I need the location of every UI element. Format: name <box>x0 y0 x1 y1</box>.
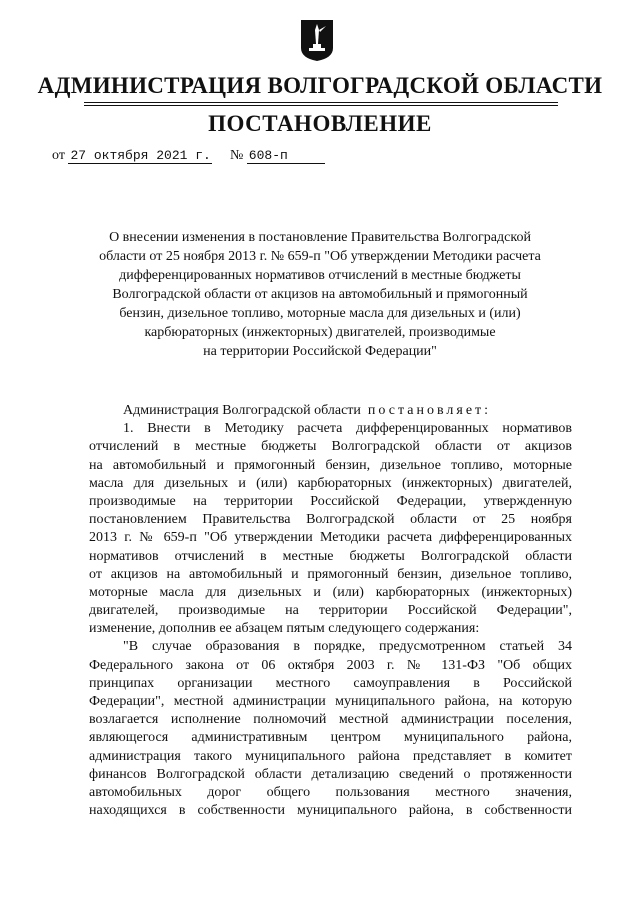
organization-name: АДМИНИСТРАЦИЯ ВОЛГОГРАДСКОЙ ОБЛАСТИ <box>37 73 603 98</box>
paragraph-1-line: постановлением Правительства Волгоградской области от 25 ноября <box>89 512 572 528</box>
quoted-paragraph-line: администрация такого муниципального района представляет в комитет <box>89 748 572 764</box>
paragraph-1-line: производимые на территории Российской Федерации, утвержденную <box>89 493 572 509</box>
document-type: ПОСТАНОВЛЕНИЕ <box>208 111 432 136</box>
dateline <box>52 148 325 164</box>
quoted-paragraph-line: являющегося административным центром муниципального района, <box>89 730 572 746</box>
quoted-paragraph-line: находящихся в собственности муниципального района, в собственности <box>89 803 572 819</box>
title-line: О внесении изменения в постановление Правительства Волгоградской <box>109 230 531 245</box>
date-from-label: от <box>52 148 65 163</box>
paragraph-1-line: масла для дизельных и (или) карбюраторных (инжекторных) двигателей, <box>89 475 572 491</box>
quoted-paragraph-line: Федерации", местной администрации муниципального района, на которую <box>89 694 572 709</box>
quoted-paragraph-line: "В случае образования в порядке, предусмотренном статьей 34 <box>123 639 572 655</box>
preamble-verb: постановляет: <box>367 403 492 418</box>
paragraph-1-line: двигателей, производимые на территории Российской Федерации", <box>89 603 572 619</box>
title-line: карбюраторных (инжекторных) двигателей, производимые <box>144 325 496 340</box>
document-body <box>89 402 572 820</box>
header-rule <box>84 102 558 103</box>
quoted-paragraph-line: принципах организации местного самоуправления в Российской <box>89 675 572 691</box>
paragraph-1-line: нормативов отчислений в местные бюджеты Волгоградской области <box>89 548 572 564</box>
document-title <box>60 228 580 361</box>
preamble <box>89 402 572 420</box>
title-line: области от 25 ноября 2013 г. № 659-п "Об утверждении Методики расчета <box>99 249 541 264</box>
paragraph-1-line: отчислений в местные бюджеты Волгоградской области от акцизов <box>89 439 572 455</box>
paragraph-1-line: от акцизов на автомобильный и прямогонный бензин, дизельное топливо, <box>89 566 572 582</box>
quoted-paragraph-line: автомобильных дорог общего пользования местного значения, <box>89 784 572 800</box>
header-rule-thin <box>84 105 558 106</box>
quoted-paragraph-line: Федерального закона от 06 октября 2003 г. № 131-ФЗ "Об общих <box>89 657 572 673</box>
title-line: бензин, дизельное топливо, моторные масла для дизельных и (или) <box>119 306 521 321</box>
paragraph-1-line: 1. Внести в Методику расчета дифференцированных нормативов <box>123 421 572 437</box>
paragraph-1-line: на автомобильный и прямогонный бензин, дизельное топливо, моторные <box>89 457 572 473</box>
volgograd-coat-of-arms-icon <box>299 18 335 62</box>
paragraph-1-line: 2013 г. № 659-п "Об утверждении Методики расчета дифференцированных <box>89 530 572 546</box>
quoted-paragraph-line: возлагается исполнение полномочий местной администрации поселения, <box>89 712 572 728</box>
number-label: № <box>229 148 244 163</box>
document-date: 27 октября 2021 г. <box>70 148 211 163</box>
title-line: дифференцированных нормативов отчислений в местные бюджеты <box>119 268 521 283</box>
quoted-paragraph-line: финансов Волгоградской области детализацию сведений о протяженности <box>89 766 572 782</box>
document-number: 608-п <box>247 148 325 164</box>
preamble-text: Администрация Волгоградской области <box>123 403 361 418</box>
paragraph-1-line: моторные масла для дизельных и (или) карбюраторных (инжекторных) <box>89 584 572 600</box>
title-line: Волгоградской области от акцизов на автомобильный и прямогонный <box>112 287 528 302</box>
paragraph-1-line: изменение, дополнив ее абзацем пятым следующего содержания: <box>89 621 480 637</box>
title-line: на территории Российской Федерации" <box>203 344 437 359</box>
